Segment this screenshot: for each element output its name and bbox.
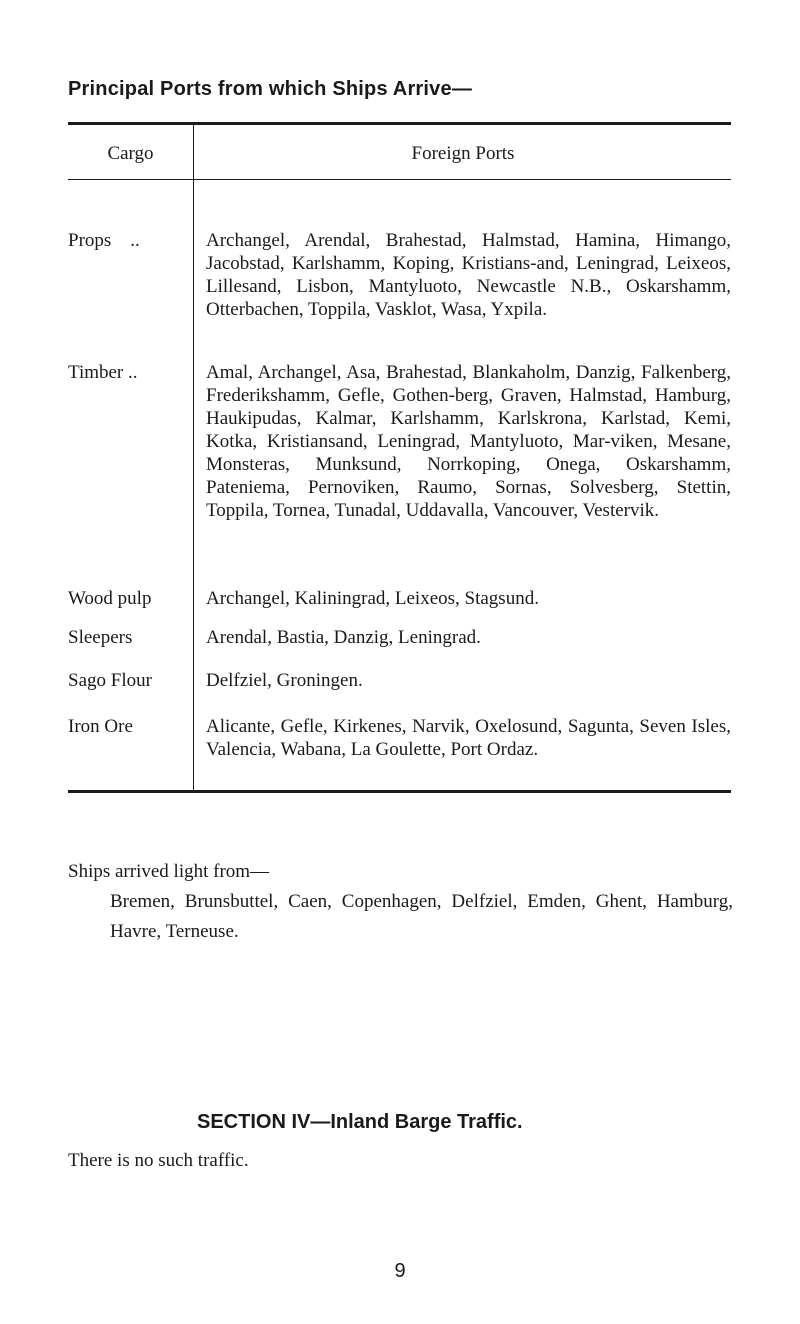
ports-column-header: Foreign Ports xyxy=(411,143,515,164)
cargo-cell: Sleepers xyxy=(68,627,133,648)
ports-cell: Delfziel, Groningen. xyxy=(206,670,363,691)
ports-cell: Arendal, Bastia, Danzig, Leningrad. xyxy=(206,627,481,648)
ports-cell: Amal, Archangel, Asa, Brahestad, Blankaholm, Danzig, Falkenberg, Frederikshamm, Gefle, Gothen-berg, Graven, Halmstad, Hamburg, Haukipudas, Kalmar, Karlshamm, Karlskrona, Karlstad, Kemi, Kotka, Kristiansand, Leningrad, Mantyluoto, Mar-viken, Mesane, Monsteras, Munksund, Norrkoping, Onega, Oskarshamm, Pateniema, Pernoviken, Raumo, Sornas, Solvesberg, Stettin, Toppila, Tornea, Tunadal, Uddavalla, Vancouver, Vestervik. xyxy=(206,362,731,521)
cargo-cell: Iron Ore xyxy=(68,716,133,737)
cargo-column-header: Cargo xyxy=(107,143,154,164)
page-number: 9 xyxy=(394,1260,406,1282)
cargo-cell: Sago Flour xyxy=(68,670,152,691)
header-rule xyxy=(68,179,731,180)
light-arrivals xyxy=(68,857,733,947)
ports-cell: Archangel, Kaliningrad, Leixeos, Stagsund. xyxy=(206,588,539,609)
light-arrivals-intro: Ships arrived light from— xyxy=(68,861,270,882)
cargo-cell: Wood pulp xyxy=(68,588,152,609)
light-arrivals-ports: Bremen, Brunsbuttel, Caen, Copenhagen, Delfziel, Emden, Ghent, Hamburg, Havre, Terneuse. xyxy=(110,891,733,942)
ports-table xyxy=(68,122,731,793)
cargo-cell: Props .. xyxy=(68,230,140,251)
ports-cell: Alicante, Gefle, Kirkenes, Narvik, Oxelosund, Sagunta, Seven Isles, Valencia, Wabana, La Goulette, Port Ordaz. xyxy=(206,716,731,760)
ports-cell: Archangel, Arendal, Brahestad, Halmstad, Hamina, Himango, Jacobstad, Karlshamm, Koping, Kristians-and, Leningrad, Leixeos, Lillesand, Lisbon, Mantyluoto, Newcastle N.B., Oskarshamm, Otterbachen, Toppila, Vasklot, Wasa, Yxpila. xyxy=(206,230,731,320)
column-divider xyxy=(193,125,194,790)
section-text: There is no such traffic. xyxy=(68,1150,249,1171)
section-title: SECTION IV—Inland Barge Traffic. xyxy=(197,1111,523,1133)
page-heading: Principal Ports from which Ships Arrive— xyxy=(68,78,473,100)
cargo-cell: Timber .. xyxy=(68,362,138,383)
